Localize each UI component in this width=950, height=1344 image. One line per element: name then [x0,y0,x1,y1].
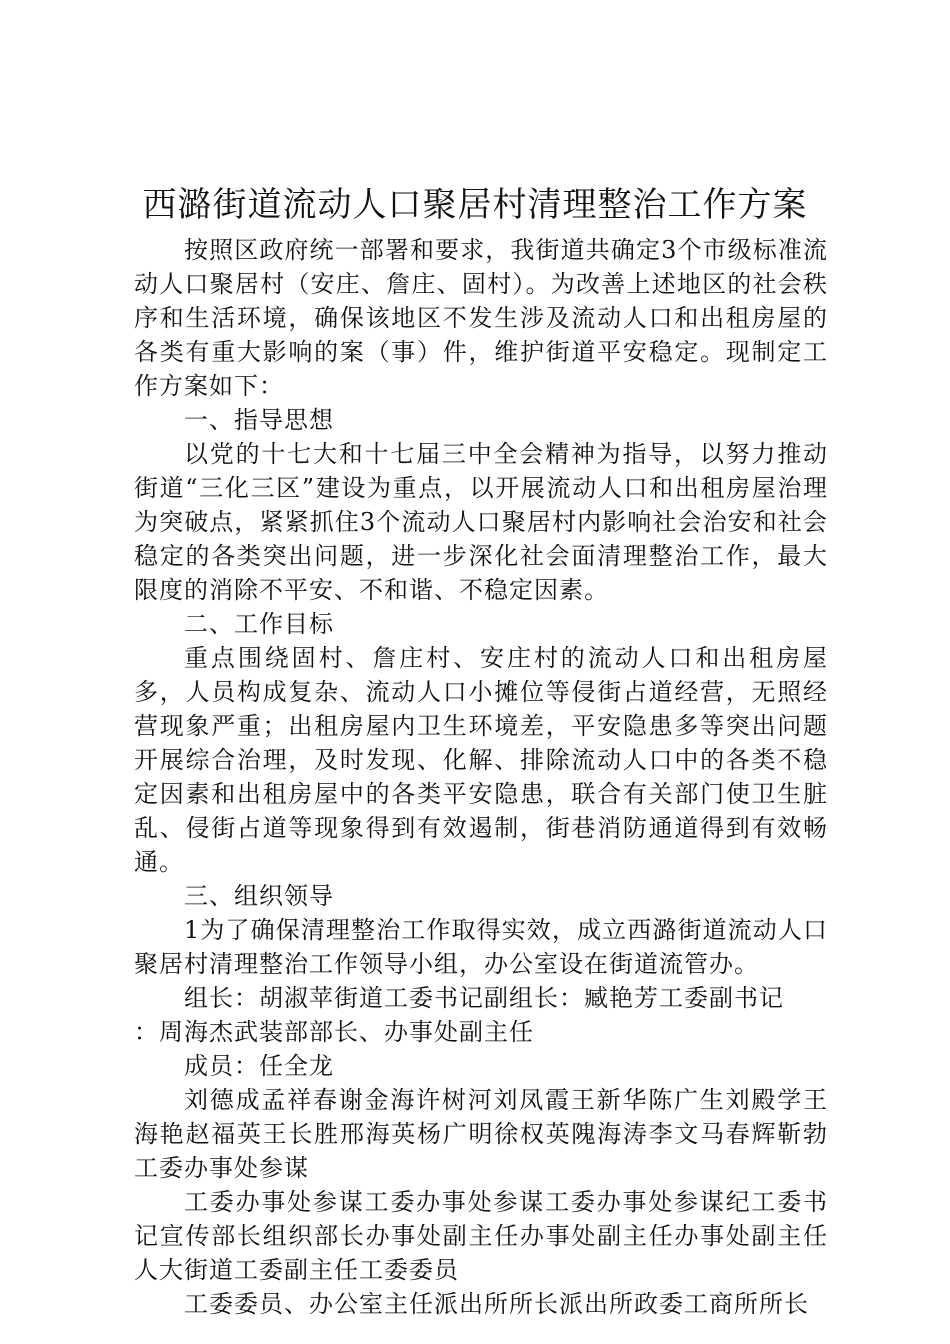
section-heading-guiding-thought: 一、指导思想 [184,406,334,434]
document-title: 西潞街道流动人口聚居村清理整治工作方案 [142,185,808,225]
member-titles-paragraph: 工委办事处参谋工委办事处参谋工委办事处参谋纪工委书记宣传部长组织部长办事处副主任办事处副主任办事处副主任人大街道工委副主任工委委员 [134,1188,828,1284]
members-line: 成员：任全龙 [184,1052,334,1080]
leader-line: 组长：胡淑苹街道工委书记副组长：臧艳芳工委副书记 [184,984,784,1012]
document-body [134,233,828,1321]
organization-paragraph: 1为了确保清理整治工作取得实效，成立西潞街道流动人口聚居村清理整治工作领导小组，办公室设在街道流管办。 [134,916,828,978]
guiding-thought-paragraph: 以党的十七大和十七届三中全会精神为指导，以努力推动街道“三化三区”建设为重点，以开展流动人口和出租房屋治理为突破点，紧紧抓住3个流动人口聚居村内影响社会治安和社会稳定的各类突出问题，进一步深化社会面清理整治工作，最大限度的消除不平安、不和谐、不稳定因素。 [134,440,828,604]
section-heading-organization: 三、组织领导 [184,882,334,910]
member-names-paragraph: 刘德成孟祥春谢金海许树河刘凤霞王新华陈广生刘殿学王海艳赵福英王长胜邢海英杨广明徐权英隗海涛李文马春辉靳勃工委办事处参谋 [134,1086,828,1182]
work-goals-paragraph: 重点围绕固村、詹庄村、安庄村的流动人口和出租房屋多，人员构成复杂、流动人口小摊位等侵街占道经营，无照经营现象严重；出租房屋内卫生环境差，平安隐患多等突出问题开展综合治理，及时发现、化解、排除流动人口中的各类不稳定因素和出租房屋中的各类平安隐患，联合有关部门使卫生脏乱、侵街占道等现象得到有效遏制，街巷消防通道得到有效畅通。 [134,644,828,876]
section-heading-work-goals: 二、工作目标 [184,610,334,638]
deputy-leader-line: ：周海杰武装部部长、办事处副主任 [134,1018,534,1046]
intro-paragraph: 按照区政府统一部署和要求，我街道共确定3个市级标准流动人口聚居村（安庄、詹庄、固村）。为改善上述地区的社会秩序和生活环境，确保该地区不发生涉及流动人口和出租房屋的各类有重大影响的案（事）件，维护街道平安稳定。现制定工作方案如下： [134,236,828,400]
last-titles-line: 工委委员、办公室主任派出所所长派出所政委工商所所长 [184,1290,809,1318]
